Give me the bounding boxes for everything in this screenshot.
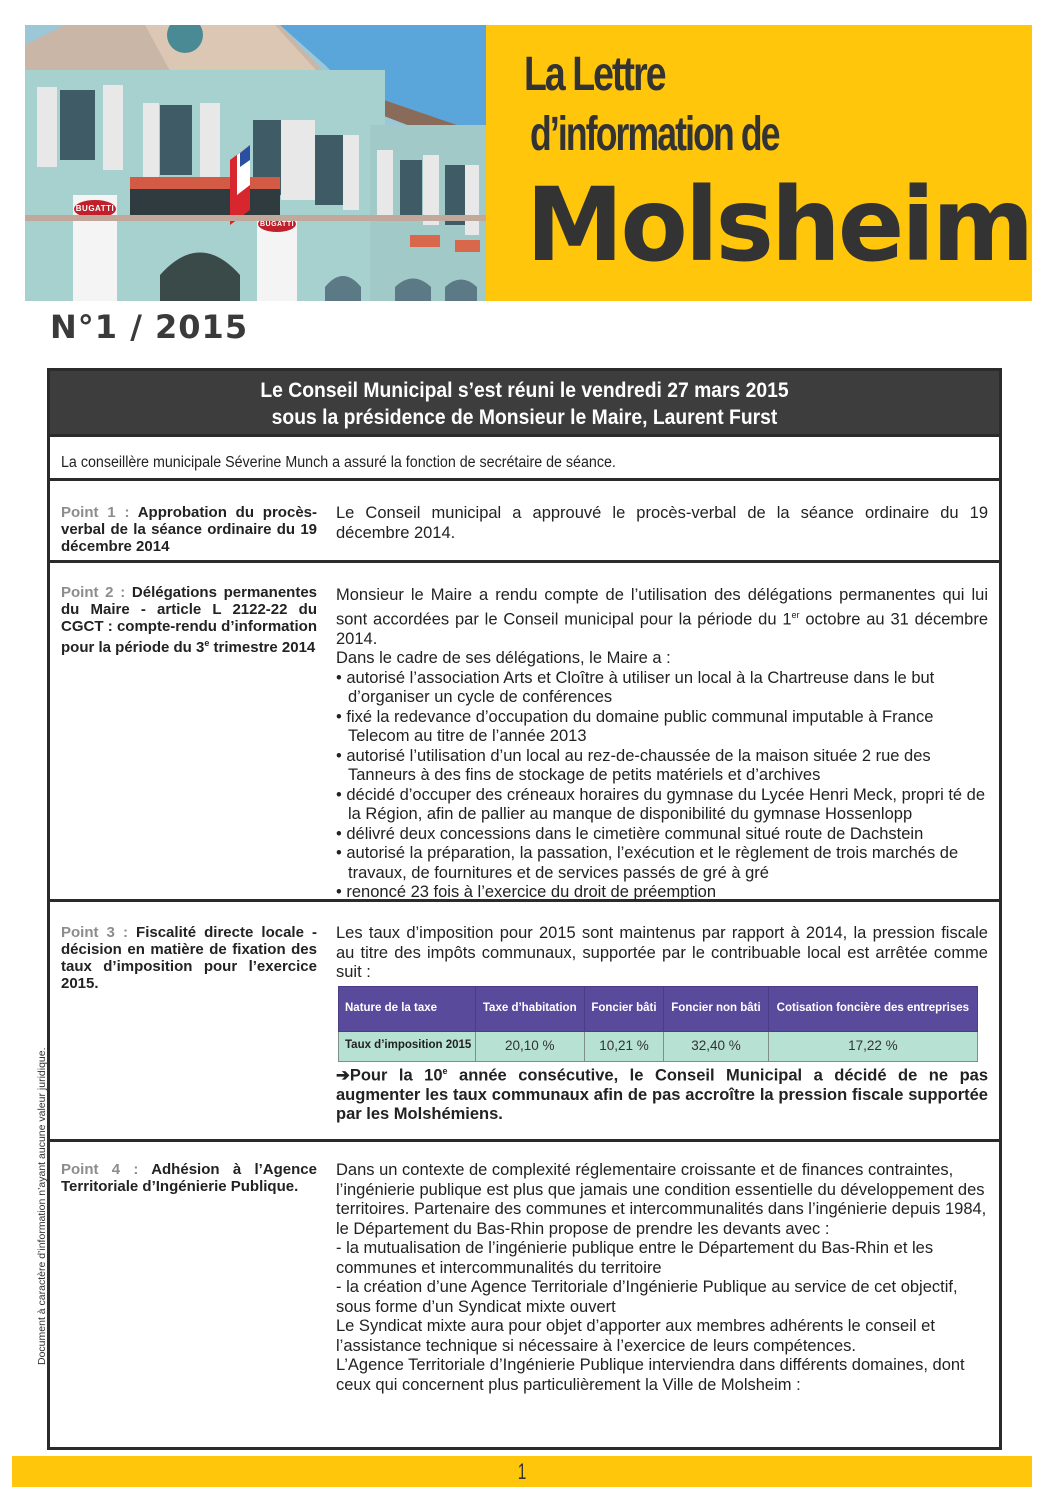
newsletter-title-block xyxy=(486,25,1032,301)
point-3-conclusion-text: Pour la 10 xyxy=(349,1066,443,1084)
delegation-item: • autorisé l’utilisation d’un local au rez-de-chaussée de la maison située 2 rue des Tanneurs à des fins de stockage de petits matériels et d’archives xyxy=(336,746,931,784)
point-4-paragraph: - la création d’une Agence Territoriale d’Ingénierie Publique au service de cet objectif, sous forme d’un Syndicat mixte ouvert xyxy=(336,1278,958,1316)
issue-number: N°1 / 2015 xyxy=(50,308,249,346)
delegation-item-text: autorisé la préparation, la passation, l’exécution et le règlement de trois marchés de travaux, de fournitures et de services passés de gré à gré xyxy=(346,844,959,882)
bugatti-banner-label: BUGATTI xyxy=(75,204,115,213)
point-4-paragraph: L’Agence Territoriale d’Ingénierie Publique interviendra dans différents domaines, dont ceux qui concernent plus particulièrement la Ville de Molsheim : xyxy=(336,1356,965,1394)
delegation-item-text: décidé d’occuper des créneaux horaires du gymnase du Lycée Henri Meck, propri té de la Région, afin de pallier au manque de disponibilité du gymnase Hossenlopp xyxy=(346,785,986,823)
council-minutes-box xyxy=(47,368,1002,1450)
tax-table-cell: 20,10 % xyxy=(475,1031,584,1061)
point-3-conclusion-sup: e xyxy=(442,1065,448,1076)
point-3-label: Point 3 : xyxy=(61,924,128,941)
point-3-intro: Les taux d’imposition pour 2015 sont maintenus par rapport à 2014, la pression fiscale au titre des impôts communaux, supportée par le contribuable local est arrêtée comme suit : xyxy=(336,924,988,981)
tax-table-row xyxy=(339,1031,978,1061)
tax-table-header: Nature de la taxe xyxy=(339,986,476,1031)
delegation-item-text: autorisé l’utilisation d’un local au rez-de-chaussée de la maison située 2 rue des Tanneurs à des fins de stockage de petits matériels et d’archives xyxy=(346,746,931,784)
tax-table-header: Taxe d’habitation xyxy=(475,986,584,1031)
secretary-row xyxy=(50,437,999,481)
tax-table-header: Foncier non bâti xyxy=(664,986,768,1031)
arrow-right-icon: ➔ xyxy=(336,1066,350,1084)
bugatti-banner-label: BUGATTI xyxy=(259,221,295,228)
point-3-heading xyxy=(61,924,317,992)
point-3-row xyxy=(50,902,999,1142)
point-2-title: Délégations permanentes du Maire - article L 2122-22 du CGCT : compte-rendu d’information pour la période du 3 xyxy=(61,584,318,656)
delegation-item-text: renoncé 23 fois à l’exercice du droit de préemption xyxy=(346,883,717,901)
point-4-body xyxy=(336,1161,988,1395)
title-line-2: d’information de xyxy=(530,108,779,161)
point-2-body xyxy=(336,586,988,903)
point-2-title-end: trimestre 2014 xyxy=(209,639,316,656)
point-1-label: Point 1 : xyxy=(61,504,130,521)
delegation-item: • autorisé la préparation, la passation, l’exécution et le règlement de trois marchés de travaux, de fournitures et de services passés de gré à gré xyxy=(336,844,959,882)
delegation-item: • autorisé l’association Arts et Cloître à utiliser un local à la Chartreuse dans le but d’organiser un cycle de conférences xyxy=(336,668,935,706)
tax-table-cell: 17,22 % xyxy=(768,1031,977,1061)
point-2-intro-text: Monsieur le Maire a rendu compte de l’utilisation des délégations permanentes qui lui sont accordées par le Conseil municipal pour la période du 1 xyxy=(336,586,988,628)
point-1-row xyxy=(50,481,999,563)
point-4-heading xyxy=(61,1161,317,1195)
point-1-heading xyxy=(61,504,317,555)
point-2-lead: Dans le cadre de ses délégations, le Maire a : xyxy=(336,649,671,667)
delegation-item: • délivré deux concessions dans le cimetière communal situé route de Dachstein xyxy=(336,824,924,843)
point-2-intro-sup: er xyxy=(791,609,800,620)
point-3-title: Fiscalité directe locale - décision en matière de fixation des taux d’imposition pour l’exercice 2015. xyxy=(61,924,317,992)
delegation-item: • décidé d’occuper des créneaux horaires du gymnase du Lycée Henri Meck, propri té de la Région, afin de pallier au manque de disponibilité du gymnase Hossenlopp xyxy=(336,785,986,823)
point-4-paragraph: - la mutualisation de l’ingénierie publique entre le Département du Bas-Rhin et les communes et intercommunalités du territoire xyxy=(336,1239,934,1277)
delegation-item-text: délivré deux concessions dans le cimetière communal situé route de Dachstein xyxy=(346,824,924,843)
banner-line-1: Le Conseil Municipal s’est réuni le vendredi 27 mars 2015 xyxy=(260,379,789,402)
town-hall-photo xyxy=(25,25,486,301)
footer-bar xyxy=(12,1456,1032,1487)
tax-table-header: Cotisation foncière des entreprises xyxy=(768,986,977,1031)
point-4-title: Adhésion à l’Agence Territoriale d’Ingénierie Publique. xyxy=(61,1161,317,1195)
point-2-row xyxy=(50,563,999,902)
tax-table-header: Foncier bâti xyxy=(584,986,664,1031)
title-line-1: La Lettre xyxy=(524,48,665,101)
point-1-body xyxy=(336,504,988,543)
point-3-conclusion-end: année consécutive, le Conseil Municipal a décidé de ne pas augmenter les taux communaux afin de pas accroître la pression fiscale supportée par les Molshémiens. xyxy=(336,1066,988,1123)
point-4-paragraph: Dans un contexte de complexité réglementaire croissante et de finances contraintes, l’ingénierie publique est plus que jamais une condition essentielle du développement des territoires. Partenaire des communes et intercommunalités dans l’ingénierie depuis 1984, le Département du Bas-Rhin propose de prendre les devants avec : xyxy=(336,1161,987,1238)
delegation-item: • fixé la redevance d’occupation du domaine public communal imputable à France Telecom au titre de l’année 2013 xyxy=(336,707,934,745)
point-4-row xyxy=(50,1142,999,1444)
tax-table-cell: 10,21 % xyxy=(584,1031,664,1061)
point-4-label: Point 4 : xyxy=(61,1161,139,1178)
point-2-heading xyxy=(61,584,317,656)
town-hall-illustration xyxy=(25,25,486,301)
tax-table-header-row xyxy=(339,986,978,1031)
delegation-item: • renoncé 23 fois à l’exercice du droit de préemption xyxy=(336,883,717,901)
tax-table-row-label: Taux d’imposition 2015 xyxy=(339,1031,476,1061)
delegation-item-text: autorisé l’association Arts et Cloître à utiliser un local à la Chartreuse dans le but d’organiser un cycle de conférences xyxy=(346,668,935,706)
page-number: 1 xyxy=(517,1459,527,1484)
point-1-text: Le Conseil municipal a approuvé le procès-verbal de la séance ordinaire du 19 décembre 2014. xyxy=(336,504,988,542)
point-3-body xyxy=(336,924,988,1125)
banner-line-2: sous la présidence de Monsieur le Maire, Laurent Furst xyxy=(271,406,778,429)
point-2-intro xyxy=(336,586,988,649)
point-1-title: Approbation du procès-verbal de la séance ordinaire du 19 décembre 2014 xyxy=(61,504,317,555)
title-town-name: Molsheim xyxy=(526,166,1032,285)
tax-rates-table xyxy=(338,986,978,1062)
point-3-conclusion xyxy=(336,1062,988,1125)
delegation-item-text: fixé la redevance d’occupation du domaine public communal imputable à France Telecom au titre de l’année 2013 xyxy=(346,707,934,745)
point-2-title-sup: e xyxy=(204,638,210,648)
meeting-banner xyxy=(50,371,999,437)
point-4-paragraph: Le Syndicat mixte aura pour objet d’apporter aux membres adhérents le conseil et l’assistance technique si nécessaire à l’exercice de leurs compétences. xyxy=(336,1317,935,1355)
legal-side-note: Document à caractère d’information n’ayant aucune valeur juridique. xyxy=(36,1047,48,1365)
point-2-intro-end: octobre au 31 décembre 2014. xyxy=(336,610,989,648)
secretary-text: La conseillère municipale Séverine Munch a assuré la fonction de secrétaire de séance. xyxy=(61,454,616,471)
point-2-label: Point 2 : xyxy=(61,584,126,601)
tax-table-cell: 32,40 % xyxy=(664,1031,768,1061)
